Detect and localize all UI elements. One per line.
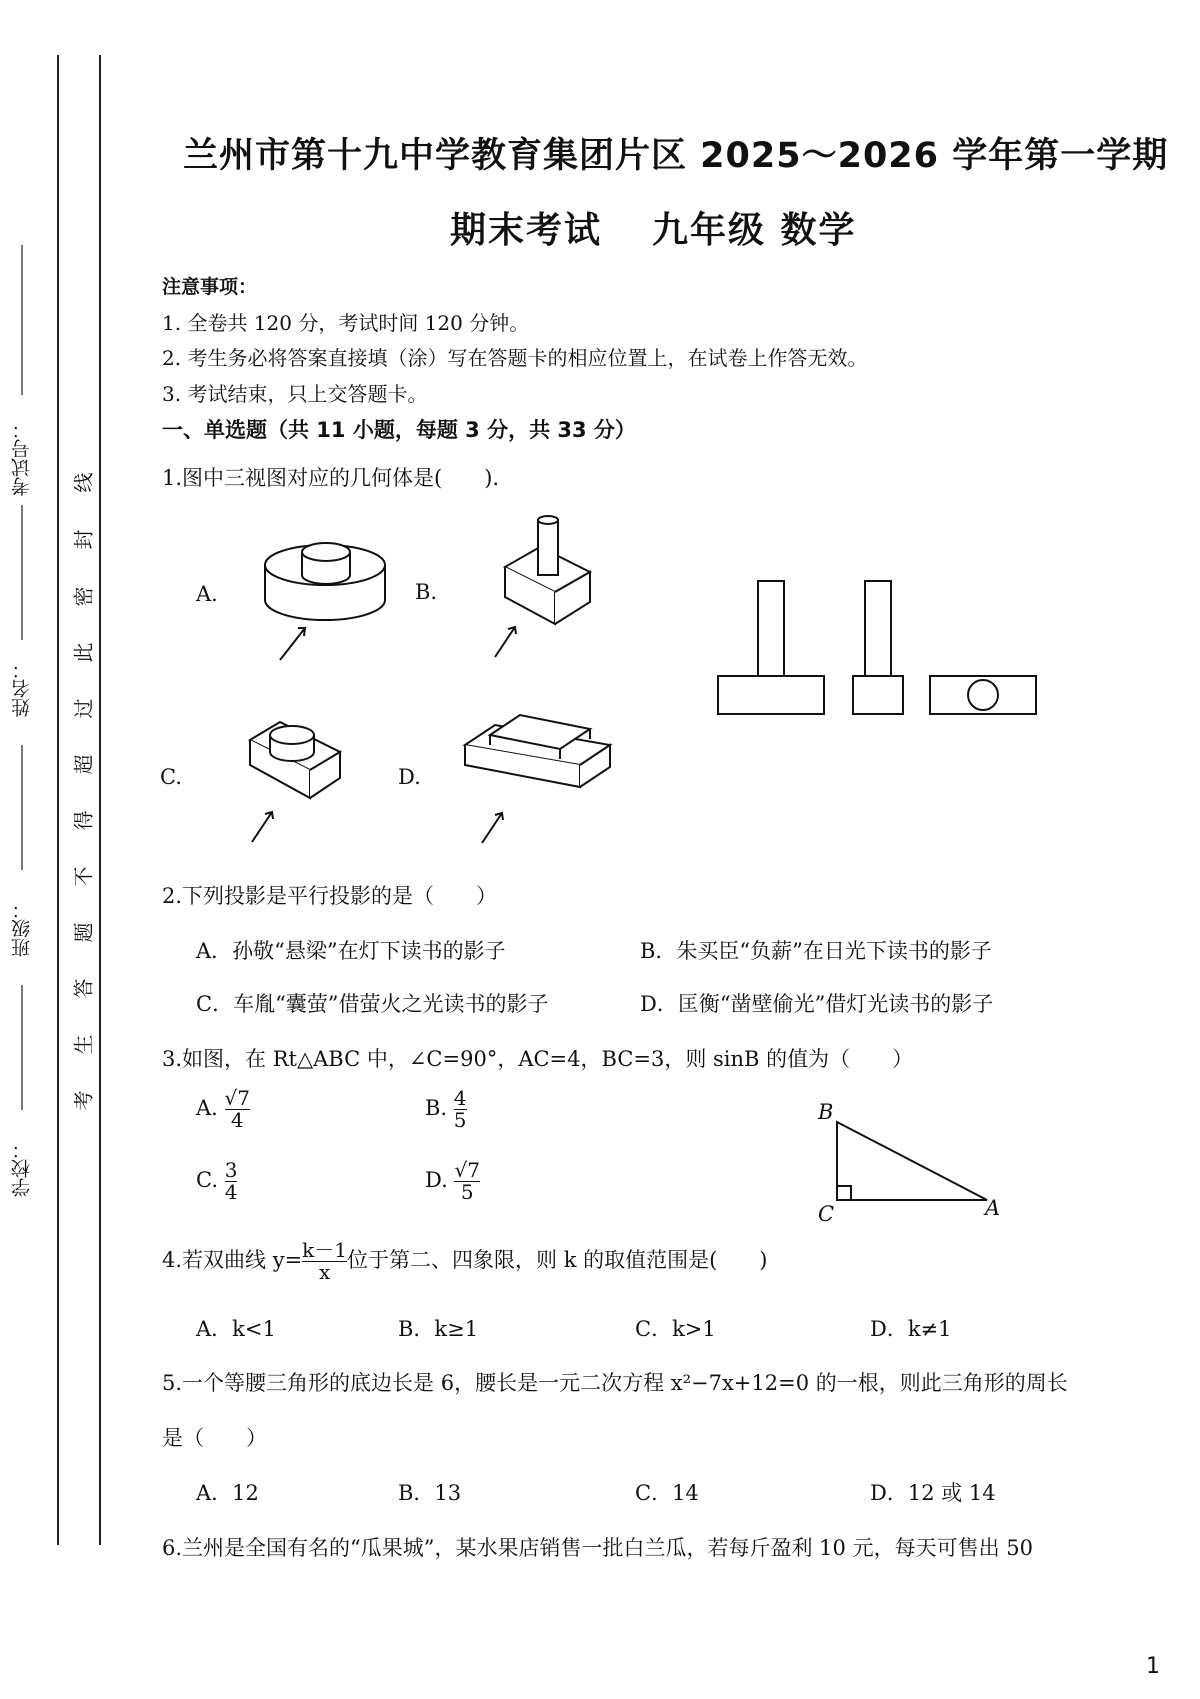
seal-char: 得 <box>71 810 96 831</box>
question-6-stem: 6.兰州是全国有名的“瓜果城”，某水果店销售一批白兰瓜，若每斤盈利 10 元，每天可售出 50 <box>162 1536 1033 1560</box>
q3-vertex-c: C <box>818 1202 835 1226</box>
q1-three-views <box>710 575 1040 725</box>
note-item: 1. 全卷共 120 分，考试时间 120 分钟。 <box>162 311 530 335</box>
q4-option-d: D．k≠1 <box>870 1317 952 1341</box>
class-label: 班级： <box>11 900 33 957</box>
question-2-stem: 2.下列投影是平行投影的是（ ） <box>162 884 498 908</box>
q2-option-b: B．朱买臣“负薪”在日光下读书的影子 <box>640 939 992 963</box>
q1-solid-d <box>460 705 630 855</box>
seal-char: 过 <box>71 698 96 719</box>
question-5-stem-line1: 5.一个等腰三角形的底边长是 6，腰长是一元二次方程 x²−7x+12=0 的一根，则此三角形的周长 <box>162 1371 1068 1395</box>
q1-option-a: A. <box>196 582 218 606</box>
q3-option-a: A. $\frac{√7}{4}$ <box>196 1086 250 1132</box>
seal-char: 线 <box>71 472 96 493</box>
q1-solid-a <box>250 520 410 670</box>
q2-option-d: D．匡衡“凿壁偷光”借灯光读书的影子 <box>640 992 994 1016</box>
q1-option-c: C. <box>160 765 182 789</box>
note-item: 2. 考生务必将答案直接填（涂）写在答题卡的相应位置上，在试卷上作答无效。 <box>162 346 868 370</box>
exam-number-label: 考试号： <box>11 420 33 496</box>
note-item: 3. 考试结束，只上交答题卡。 <box>162 382 428 406</box>
school-label: 学校： <box>11 1140 33 1197</box>
exam-title-line1: 兰州市第十九中学教育集团片区 2025～2026 学年第一学期 <box>183 136 1169 176</box>
exam-type: 期末考试 <box>450 210 603 251</box>
q1-option-d: D. <box>398 765 421 789</box>
q5-option-a: A．12 <box>196 1481 259 1505</box>
exam-title-line2 <box>450 202 857 253</box>
q4-option-c: C．k>1 <box>635 1317 716 1341</box>
q3-vertex-a: A <box>985 1196 1001 1220</box>
seal-char: 考 <box>71 1090 96 1111</box>
q1-solid-c <box>240 710 400 860</box>
q1-solid-b <box>480 512 640 672</box>
question-1-stem: 1.图中三视图对应的几何体是( ). <box>162 466 500 490</box>
seal-char: 封 <box>71 529 96 550</box>
grade-subject: 九年级 数学 <box>652 210 857 251</box>
seal-char: 此 <box>71 642 96 663</box>
q5-option-b: B．13 <box>398 1481 462 1505</box>
notes-heading: 注意事项： <box>162 276 258 298</box>
q3-option-b: B. $\frac{4}{5}$ <box>425 1086 467 1132</box>
page-number: 1 <box>1146 1654 1160 1679</box>
q4-option-b: B．k≥1 <box>398 1317 479 1341</box>
seal-char: 生 <box>71 1034 96 1055</box>
question-5-stem-line2: 是（ ） <box>162 1426 267 1450</box>
q5-option-c: C．14 <box>635 1481 699 1505</box>
q3-option-d: D. $\frac{√7}{5}$ <box>425 1158 480 1204</box>
seal-char: 密 <box>71 586 96 607</box>
q2-option-c: C．车胤“囊萤”借萤火之光读书的影子 <box>196 992 549 1016</box>
name-label: 姓名： <box>11 660 33 717</box>
seal-char: 答 <box>71 978 96 999</box>
binding-margin <box>0 0 120 1699</box>
q3-option-c: C. $\frac{3}{4}$ <box>196 1158 238 1204</box>
q2-option-a: A．孙敬“悬梁”在灯下读书的影子 <box>196 939 506 963</box>
q3-vertex-b: B <box>818 1100 834 1124</box>
question-3-stem: 3.如图，在 Rt△ABC 中，∠C=90°，AC=4，BC=3，则 sinB 的值为（ ） <box>162 1047 914 1071</box>
q4-option-a: A．k<1 <box>196 1317 276 1341</box>
section-heading: 一、单选题（共 11 小题，每题 3 分，共 33 分） <box>162 418 636 442</box>
q1-option-b: B. <box>415 580 438 604</box>
seal-char: 超 <box>71 754 96 775</box>
q5-option-d: D．12 或 14 <box>870 1481 996 1505</box>
question-4-stem: 4.若双曲线 y= $\frac{k-1}{x}$ 位于第二、四象限，则 k 的取值范围是( ) <box>162 1238 768 1284</box>
seal-char: 不 <box>71 866 96 887</box>
seal-char: 题 <box>71 922 96 943</box>
